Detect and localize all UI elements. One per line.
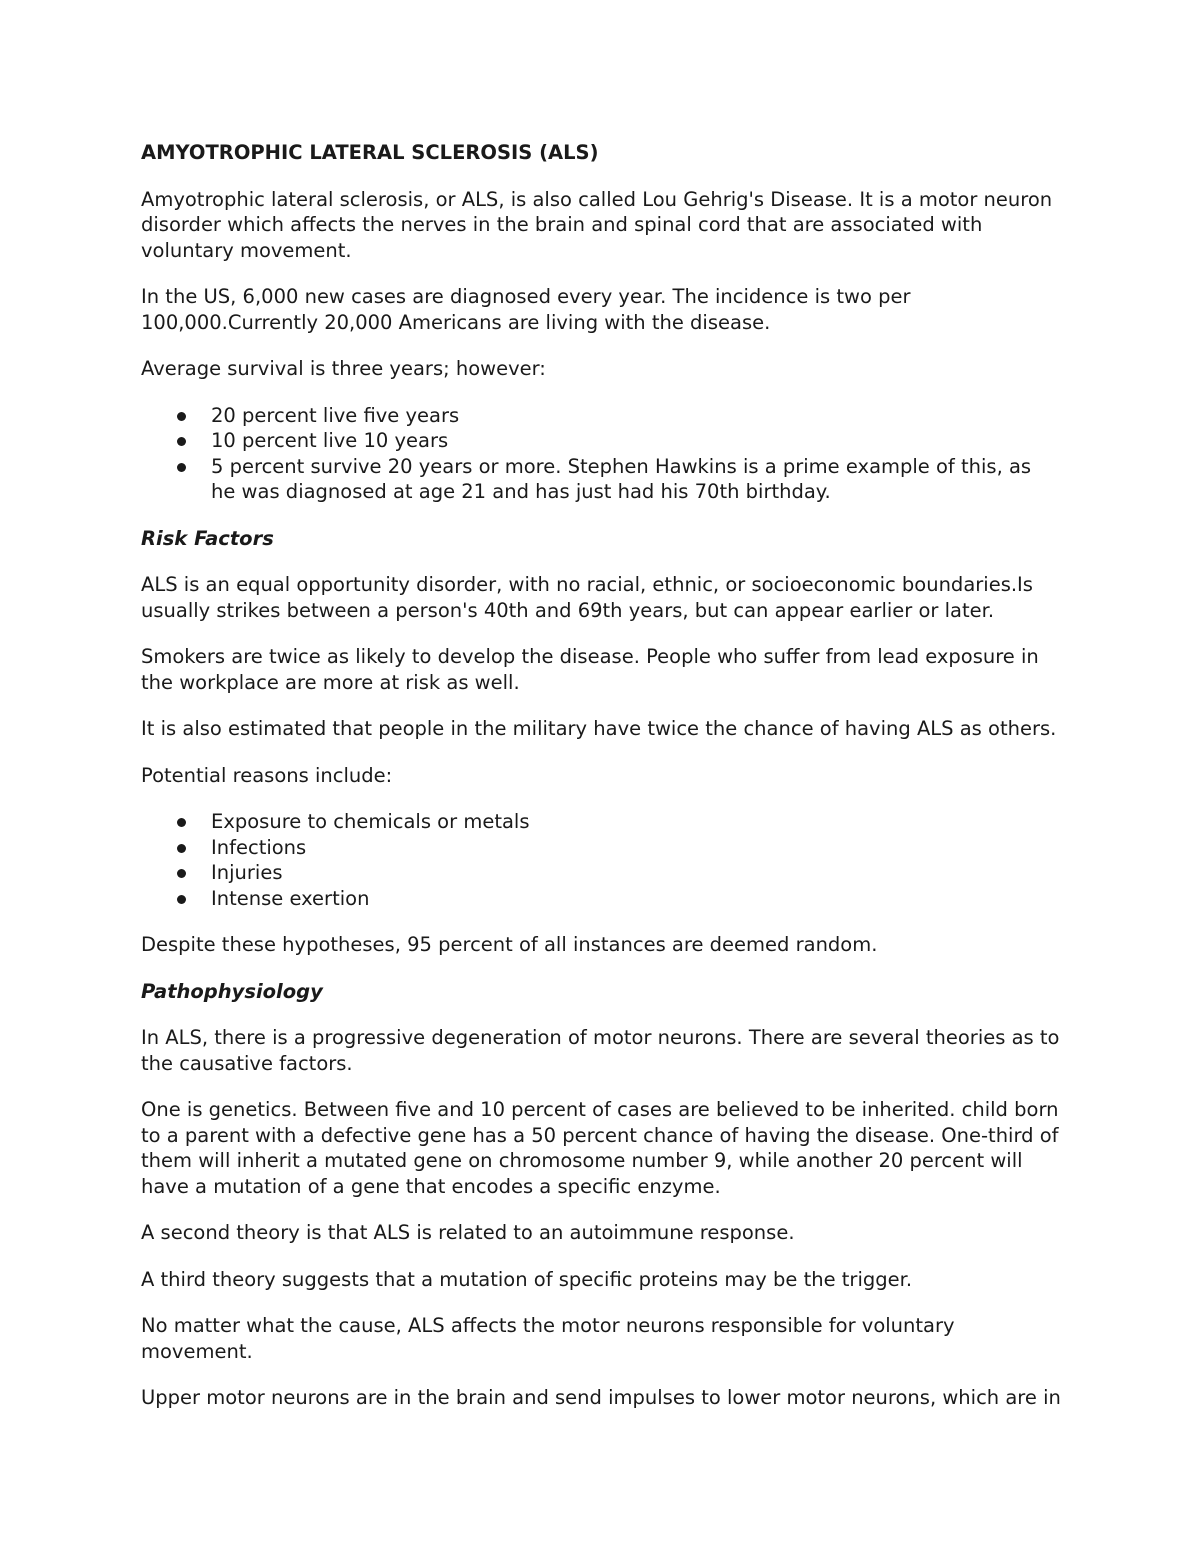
list-item: Injuries [141,860,1061,886]
risk-paragraph-3: It is also estimated that people in the military have twice the chance of having ALS as others. [141,717,1057,740]
intro-paragraph: Amyotrophic lateral sclerosis, or ALS, is also called Lou Gehrig's Disease. It is a motor neuron disorder which affects the nerves in the brain and spinal cord that are associated with voluntary movement. [141,187,1053,262]
patho-paragraph-1: In ALS, there is a progressive degeneration of motor neurons. There are several theories as to the causative factors. [141,1026,1060,1075]
patho-paragraph-3: A second theory is that ALS is related to an autoimmune response. [141,1221,795,1244]
document-title: AMYOTROPHIC LATERAL SCLEROSIS (ALS) [141,141,599,164]
risk-paragraph-1: ALS is an equal opportunity disorder, with no racial, ethnic, or socioeconomic boundaries.Is usually strikes between a person's 40th and 69th years, but can appear earlier or later. [141,573,1033,622]
list-item: 10 percent live 10 years [141,428,1061,454]
bullet-icon [177,412,186,421]
bullet-icon [177,463,186,472]
patho-paragraph-4: A third theory suggests that a mutation of specific proteins may be the trigger. [141,1267,913,1291]
list-item: Intense exertion [141,886,1061,912]
risk-paragraph-2: Smokers are twice as likely to develop the disease. People who suffer from lead exposure in the workplace are more at risk as well. [141,645,1039,694]
random-paragraph: Despite these hypotheses, 95 percent of all instances are deemed random. [141,933,878,956]
list-item: 5 percent survive 20 years or more. Stephen Hawkins is a prime example of this, as he was diagnosed at age 21 and has just had his 70th birthday. [141,454,1061,505]
patho-paragraph-5: No matter what the cause, ALS affects the motor neurons responsible for voluntary movement. [141,1314,955,1363]
bullet-icon [177,895,186,904]
bullet-icon [177,869,186,878]
survival-list [141,403,1061,505]
reasons-intro: Potential reasons include: [141,763,393,787]
list-item: Exposure to chemicals or metals [141,809,1061,835]
list-item: 20 percent live five years [141,403,1061,429]
patho-paragraph-2: One is genetics. Between five and 10 percent of cases are believed to be inherited. child born to a parent with a defective gene has a 50 percent chance of having the disease. One-third of them will inherit a mutated gene on chromosome number 9, while another 20 percent will have a mutation of a gene that encodes a specific enzyme. [141,1098,1059,1198]
document-body [141,140,1061,1432]
patho-paragraph-6: Upper motor neurons are in the brain and send impulses to lower motor neurons, which are in [141,1386,1061,1409]
bullet-icon [177,818,186,827]
bullet-icon [177,437,186,446]
stats-paragraph: In the US, 6,000 new cases are diagnosed every year. The incidence is two per 100,000.Currently 20,000 Americans are living with the disease. [141,285,911,334]
risk-factors-heading: Risk Factors [141,526,274,550]
reasons-list [141,809,1061,911]
list-item: Infections [141,835,1061,861]
pathophysiology-heading: Pathophysiology [141,979,323,1003]
survival-intro: Average survival is three years; however: [141,357,546,380]
bullet-icon [177,844,186,853]
